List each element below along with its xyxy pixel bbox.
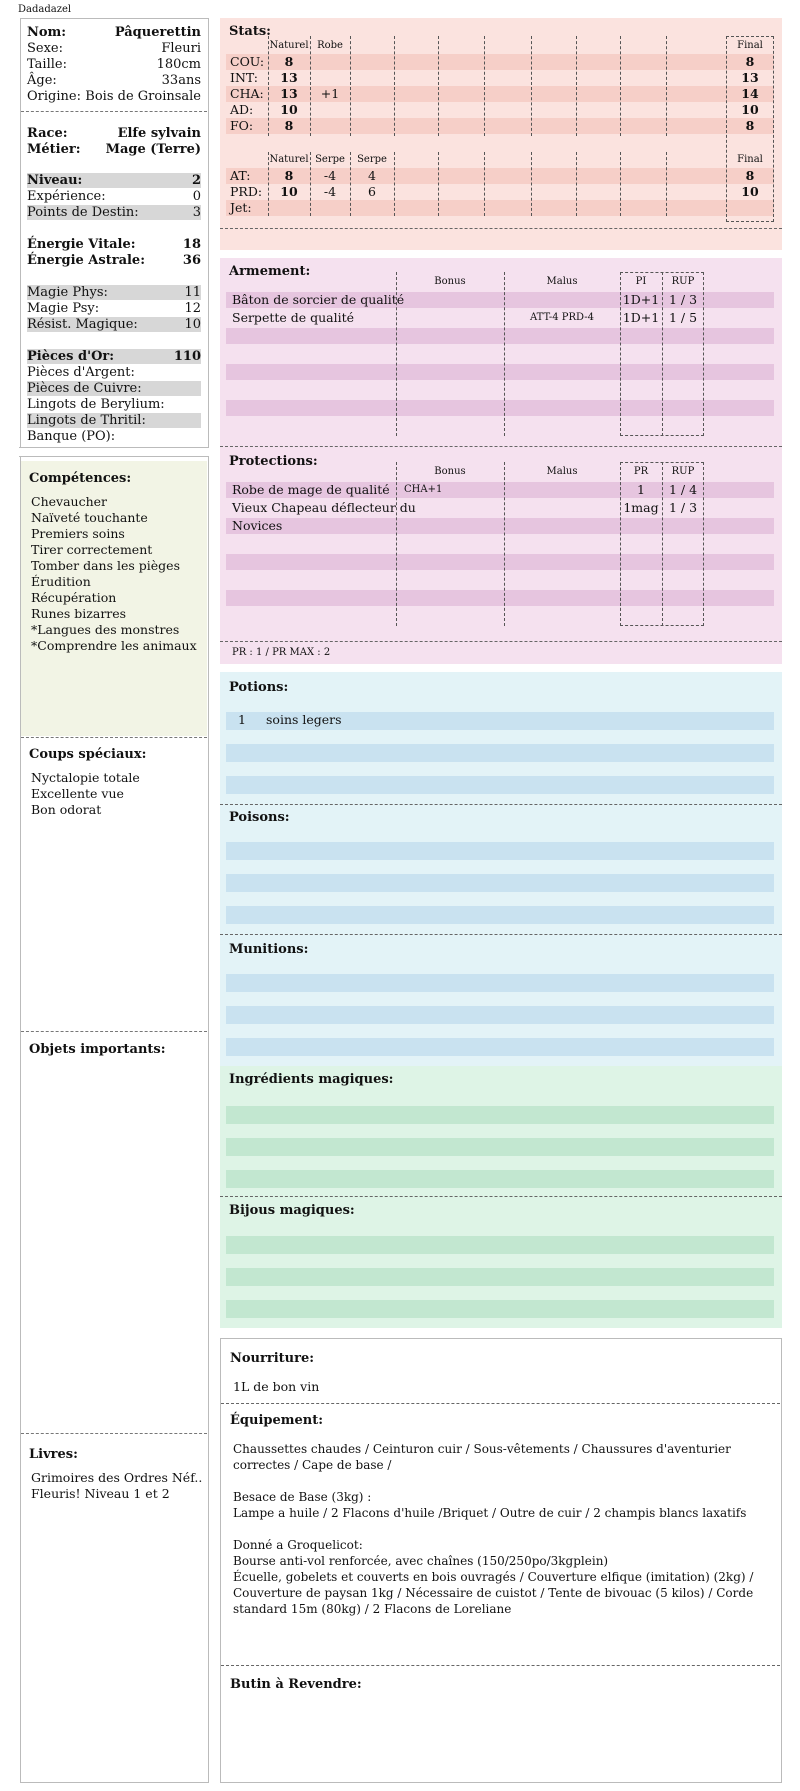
- row-age: Âge: 33ans: [27, 73, 201, 88]
- grid-line: [350, 36, 351, 136]
- list-row-band: [226, 744, 774, 762]
- row-metier: Métier: Mage (Terre): [27, 142, 201, 157]
- row-nom: Nom: Pâquerettin: [27, 25, 201, 40]
- stat-naturel: 10: [280, 102, 298, 117]
- stat-naturel: 10: [280, 184, 298, 199]
- equipement-line: correctes / Cape de base /: [233, 1458, 392, 1472]
- livre-item: Fleuris! Niveau 1 et 2: [31, 1486, 170, 1501]
- potions-title: Potions:: [229, 680, 289, 695]
- header-rup: RUP: [671, 276, 695, 287]
- stat-serpe: 4: [368, 168, 376, 183]
- competence-item: Naïveté touchante: [31, 510, 148, 525]
- divider: [21, 737, 207, 738]
- grid-line: [576, 36, 577, 136]
- stat-final: 10: [741, 102, 759, 117]
- list-row-band: [226, 974, 774, 992]
- divider: [220, 228, 782, 229]
- item-name: Vieux Chapeau déflecteur du: [232, 500, 416, 515]
- stat-label: COU:: [230, 54, 265, 69]
- list-row-band: [226, 1300, 774, 1318]
- grid-line: [504, 272, 505, 436]
- row-pieces-or: Pièces d'Or: 110: [27, 349, 201, 364]
- header-malus: Malus: [546, 276, 578, 287]
- grid-line: [531, 36, 532, 136]
- list-row-band: [226, 1236, 774, 1254]
- row-resist-magique: Résist. Magique: 10: [27, 317, 201, 332]
- equipement-title: Équipement:: [230, 1413, 324, 1428]
- stats-header-robe: Robe: [317, 40, 343, 51]
- stats-header-naturel: Naturel: [269, 154, 309, 165]
- stat-label: Jet:: [230, 200, 252, 215]
- coup-special-item: Nyctalopie totale: [31, 770, 140, 785]
- grid-line: [620, 152, 621, 216]
- divider: [220, 804, 782, 805]
- protections-title: Protections:: [229, 454, 318, 469]
- competence-item: *Langues des monstres: [31, 622, 180, 637]
- row-sexe: Sexe: Fleuri: [27, 41, 201, 56]
- stats-title: Stats:: [229, 24, 271, 39]
- grid-line: [484, 152, 485, 216]
- objets-importants-title: Objets importants:: [29, 1042, 166, 1057]
- row-magie-psy: Magie Psy: 12: [27, 301, 201, 316]
- livres-title: Livres:: [29, 1447, 78, 1462]
- header-pi: PI: [635, 276, 647, 287]
- item-name: Robe de mage de qualité: [232, 482, 390, 497]
- item-name: Novices: [232, 518, 283, 533]
- competence-item: *Comprendre les animaux: [31, 638, 197, 653]
- stat-final: 14: [741, 86, 759, 101]
- list-row-band: [226, 842, 774, 860]
- grid-line: [394, 152, 395, 216]
- header-bonus: Bonus: [434, 276, 466, 287]
- list-row-band: [226, 1170, 774, 1188]
- divider: [220, 934, 782, 935]
- item-malus: ATT-4 PRD-4: [529, 312, 595, 323]
- protection-summary: PR : 1 / PR MAX : 2: [232, 647, 331, 658]
- header-bonus: Bonus: [434, 466, 466, 477]
- stat-naturel: 13: [280, 86, 298, 101]
- coup-special-item: Excellente vue: [31, 786, 124, 801]
- stats-header-final: Final: [737, 40, 763, 51]
- grid-line: [666, 36, 667, 136]
- row-pieces-cuivre: Pièces de Cuivre:: [27, 381, 201, 396]
- butin-title: Butin à Revendre:: [230, 1677, 362, 1692]
- divider: [221, 1665, 780, 1666]
- stat-label: INT:: [230, 70, 258, 85]
- nourriture-title: Nourriture:: [230, 1351, 315, 1366]
- item-bonus: CHA+1: [404, 484, 443, 495]
- stat-final: 8: [745, 54, 755, 69]
- competence-item: Érudition: [31, 574, 91, 589]
- coup-special-item: Bon odorat: [31, 802, 102, 817]
- nom-value: Pâquerettin: [114, 25, 201, 40]
- row-energie-vitale: Énergie Vitale: 18: [27, 237, 201, 252]
- item-rup: 1 / 5: [668, 310, 698, 325]
- row-energie-astrale: Énergie Astrale: 36: [27, 253, 201, 268]
- stat-serpe: 6: [368, 184, 376, 199]
- row-race: Race: Elfe sylvain: [27, 126, 201, 141]
- competence-item: Premiers soins: [31, 526, 125, 541]
- grid-line: [438, 152, 439, 216]
- bijoux-title: Bijous magiques:: [229, 1203, 355, 1218]
- grid-line: [504, 462, 505, 626]
- grid-line: [484, 36, 485, 136]
- consumables-panel: [220, 672, 782, 1066]
- equipement-line: Donné a Groquelicot:: [233, 1538, 363, 1552]
- potion-qty: 1: [238, 712, 246, 727]
- grid-line: [396, 462, 397, 626]
- stats-panel: [220, 18, 782, 250]
- grid-line: [620, 36, 621, 136]
- competences-title: Compétences:: [29, 471, 132, 486]
- stats-header-final: Final: [737, 154, 763, 165]
- armement-title: Armement:: [229, 264, 311, 279]
- header-rup: RUP: [671, 466, 695, 477]
- item-name: Bâton de sorcier de qualité: [232, 292, 405, 307]
- list-row-band: [226, 874, 774, 892]
- competence-item: Tomber dans les pièges: [31, 558, 180, 573]
- stat-label: CHA:: [230, 86, 264, 101]
- grid-line: [394, 36, 395, 136]
- divider: [220, 446, 782, 447]
- character-sidebar: [20, 18, 209, 1783]
- item-rup: 1 / 4: [668, 482, 698, 497]
- stat-serpe: -4: [323, 184, 337, 199]
- competence-item: Runes bizarres: [31, 606, 127, 621]
- stat-naturel: 13: [280, 70, 298, 85]
- stats-row-band: [226, 200, 774, 216]
- competence-item: Récupération: [31, 590, 117, 605]
- divider: [220, 1196, 782, 1197]
- header-malus: Malus: [546, 466, 578, 477]
- stat-final: 8: [745, 168, 755, 183]
- stat-serpe: -4: [323, 168, 337, 183]
- stat-naturel: 8: [284, 54, 294, 69]
- stat-label: AT:: [230, 168, 251, 183]
- grid-line: [666, 152, 667, 216]
- competence-item: Chevaucher: [31, 494, 108, 509]
- stat-robe: +1: [320, 86, 340, 101]
- stat-final: 10: [741, 184, 759, 199]
- item-pr: 1: [637, 482, 645, 497]
- ingredients-title: Ingrédients magiques:: [229, 1072, 394, 1087]
- item-pi: 1D+1: [622, 292, 660, 307]
- nourriture-text: 1L de bon vin: [233, 1379, 320, 1394]
- row-lingots-thritil: Lingots de Thritil:: [27, 413, 201, 428]
- stats-header-serpe: Serpe: [315, 154, 345, 165]
- equipement-line: Couverture de paysan 1kg / Nécessaire de cuistot / Tente de bivouac (5 kilos) / Corde: [233, 1586, 754, 1600]
- row-taille: Taille: 180cm: [27, 57, 201, 72]
- coups-speciaux-title: Coups spéciaux:: [29, 747, 147, 762]
- equipement-line: Besace de Base (3kg) :: [233, 1490, 372, 1504]
- grid-line: [531, 152, 532, 216]
- stats-header-naturel: Naturel: [269, 40, 309, 51]
- row-magie-phys: Magie Phys: 11: [27, 285, 201, 300]
- row-experience: Expérience: 0: [27, 189, 201, 204]
- item-name: Serpette de qualité: [232, 310, 355, 325]
- row-origine: Origine: Bois de Groinsale: [27, 89, 201, 104]
- grid-line: [576, 152, 577, 216]
- equipement-line: standard 15m (80kg) / 2 Flacons de Loreliane: [233, 1602, 512, 1616]
- document-title: Dadadazel: [18, 4, 72, 15]
- item-rup: 1 / 3: [668, 292, 698, 307]
- stat-final: 8: [745, 118, 755, 133]
- inventory-panel: [220, 1338, 782, 1783]
- competence-item: Tirer correctement: [31, 542, 153, 557]
- list-row-band: [226, 906, 774, 924]
- munitions-title: Munitions:: [229, 942, 309, 957]
- list-row-band: [226, 1106, 774, 1124]
- item-pr: 1mag: [623, 500, 659, 515]
- equipement-line: Bourse anti-vol renforcée, avec chaînes (150/250po/3kgplein): [233, 1554, 609, 1568]
- stat-label: PRD:: [230, 184, 263, 199]
- potion-name: soins legers: [266, 712, 342, 727]
- grid-line: [438, 36, 439, 136]
- combat-panel: [220, 258, 782, 664]
- list-row-band: [226, 1038, 774, 1056]
- header-pr: PR: [633, 466, 649, 477]
- list-row-band: [226, 1006, 774, 1024]
- row-destin: Points de Destin: 3: [27, 205, 201, 220]
- stats-header-serpe: Serpe: [357, 154, 387, 165]
- divider: [220, 641, 782, 642]
- equipement-line: Écuelle, gobelets et couverts en bois ouvragés / Couverture elfique (imitation) (2kg) /: [233, 1570, 754, 1584]
- livre-item: Grimoires des Ordres Néf..: [31, 1470, 203, 1485]
- item-pi: 1D+1: [622, 310, 660, 325]
- divider: [21, 1433, 207, 1434]
- list-row-band: [226, 1268, 774, 1286]
- stat-naturel: 8: [284, 168, 294, 183]
- row-lingots-berylium: Lingots de Berylium:: [27, 397, 165, 412]
- stat-naturel: 8: [284, 118, 294, 133]
- equipement-line: Chaussettes chaudes / Ceinturon cuir / Sous-vêtements / Chaussures d'aventurier: [233, 1442, 731, 1456]
- stat-final: 13: [741, 70, 759, 85]
- divider: [21, 1031, 207, 1032]
- divider: [221, 1403, 780, 1404]
- row-niveau: Niveau: 2: [27, 173, 201, 188]
- list-row-band: [226, 1138, 774, 1156]
- stat-label: FO:: [230, 118, 254, 133]
- row-pieces-argent: Pièces d'Argent:: [27, 365, 135, 380]
- box-gap: [19, 447, 209, 457]
- equipement-line: Lampe a huile / 2 Flacons d'huile /Briquet / Outre de cuir / 2 champis blancs laxatifs: [233, 1506, 747, 1520]
- item-rup: 1 / 3: [668, 500, 698, 515]
- magic-items-panel: [220, 1066, 782, 1328]
- stat-label: AD:: [230, 102, 254, 117]
- poisons-title: Poisons:: [229, 810, 290, 825]
- list-row-band: [226, 776, 774, 794]
- divider: [21, 111, 207, 112]
- row-banque: Banque (PO):: [27, 429, 116, 444]
